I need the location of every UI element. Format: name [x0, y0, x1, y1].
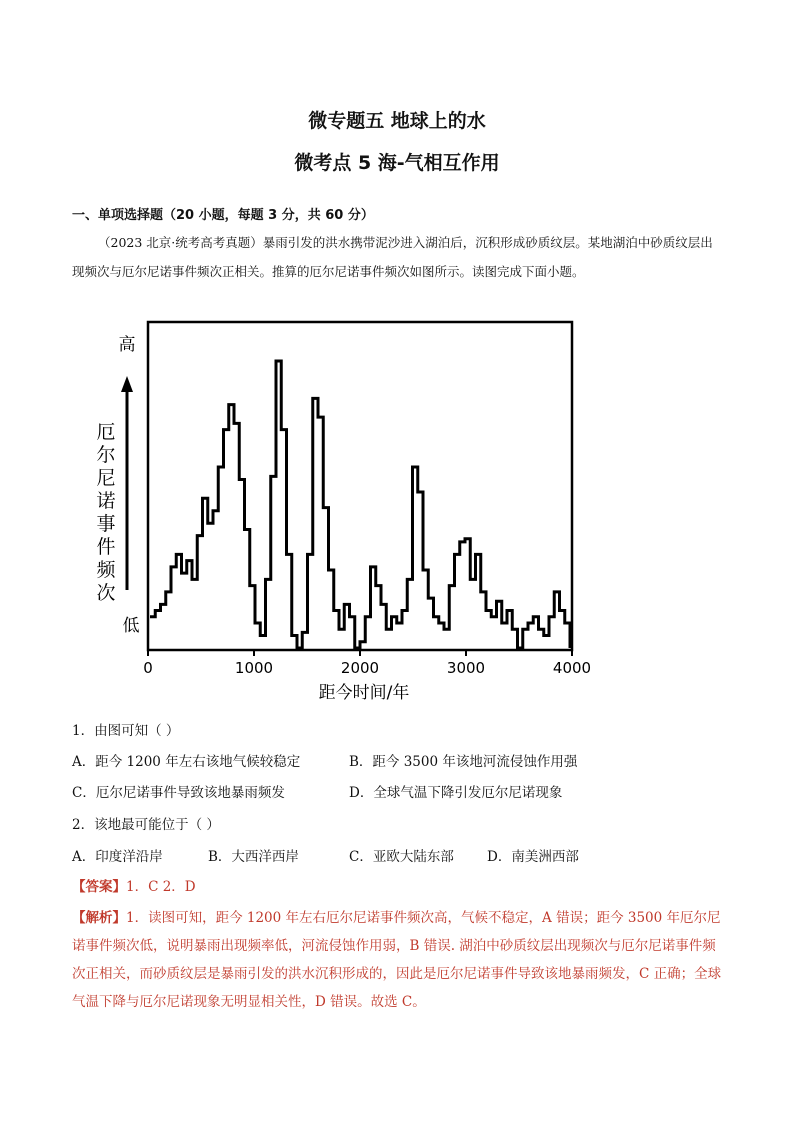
answer-line	[72, 875, 196, 895]
page-title: 微专题五 地球上的水	[308, 110, 486, 132]
q1-option-b: B．距今 3500 年该地河流侵蚀作用强	[349, 754, 578, 770]
page-subtitle: 微考点 5 海-气相互作用	[294, 152, 500, 174]
question-intro: （2023 北京·统考高考真题）暴雨引发的洪水携带泥沙进入湖泊后，沉积形成砂质纹层。某地湖泊中砂质纹层出现频次与厄尔尼诺事件频次正相关。推算的厄尔尼诺事件频次如图所示。读图完成下面小题。	[72, 235, 713, 279]
y-axis-arrowhead	[121, 376, 133, 392]
q2-option-c: C．亚欧大陆东部	[349, 849, 454, 865]
q1-option-d: D．全球气温下降引发厄尔尼诺现象	[349, 785, 563, 801]
analysis-label: 【解析】	[72, 910, 126, 926]
y-top-label: 高	[118, 335, 136, 355]
analysis-text: 1．读图可知，距今 1200 年左右厄尔尼诺事件频次高，气候不稳定，A 错误；距今 3500 年厄尔尼诺事件频次低，说明暴雨出现频率低，河流侵蚀作用弱，B 错误. 湖泊中砂质纹层出现频次与厄尔尼诺事件频次正相关，而砂质纹层是暴雨引发的洪水沉积形成的，因此是厄尔尼诺事件导致该地暴雨频发，C 正确；全球气温下降与厄尔尼诺现象无明显相关性，D 错误。故选 C。	[72, 910, 722, 1010]
elnino-series-line	[150, 361, 570, 648]
analysis-block	[72, 904, 724, 1016]
section-heading: 一、单项选择题（20 小题，每题 3 分，共 60 分）	[72, 208, 374, 223]
q2-option-d: D．南美洲西部	[487, 849, 579, 865]
answer-label: 【答案】	[72, 879, 126, 895]
x-tick-label: 4000	[552, 659, 592, 677]
question-1-stem: 1．由图可知（ ）	[72, 723, 180, 739]
plot-frame	[148, 322, 572, 650]
q1-option-a: A．距今 1200 年左右该地气候较稳定	[72, 754, 301, 770]
question-2-stem: 2．该地最可能位于（ ）	[72, 817, 220, 833]
q1-option-c: C．厄尔尼诺事件导致该地暴雨频发	[72, 785, 285, 801]
answer-text: 1．C 2．D	[126, 879, 196, 895]
q2-option-a: A．印度洋沿岸	[72, 849, 163, 865]
y-axis-label: 厄尔尼诺事件频次	[96, 421, 116, 604]
y-bottom-label: 低	[122, 616, 140, 636]
x-tick-label: 0	[143, 659, 153, 677]
q2-option-b: B．大西洋西岸	[208, 849, 299, 865]
x-tick-label: 2000	[340, 659, 380, 677]
x-tick-label: 3000	[446, 659, 486, 677]
x-tick-label: 1000	[234, 659, 274, 677]
x-axis-label: 距今时间/年	[318, 683, 410, 703]
